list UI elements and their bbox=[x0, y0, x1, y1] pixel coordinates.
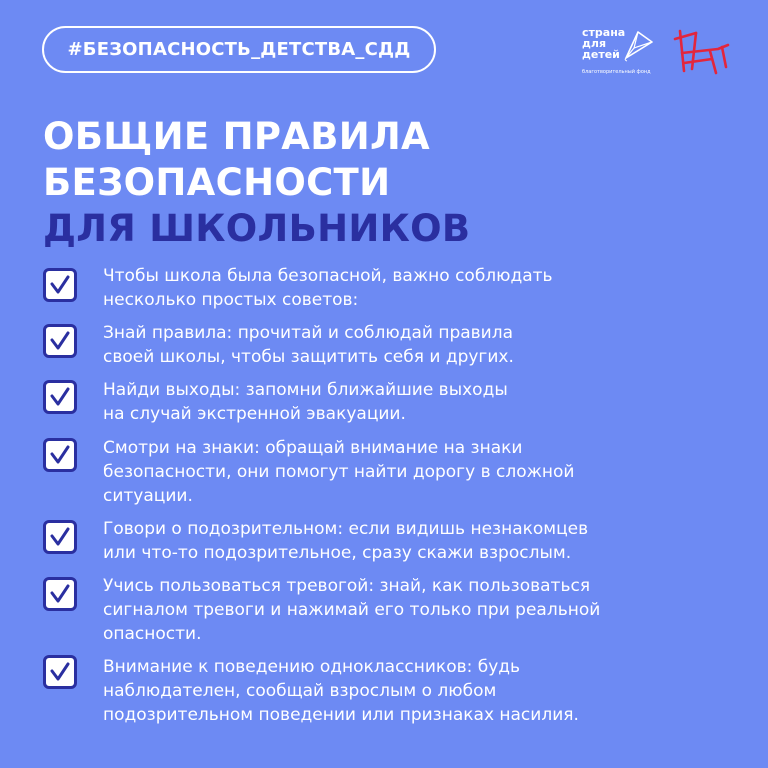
logo-subtitle: благотворительный фонд bbox=[582, 69, 651, 75]
item-line: своей школы, чтобы защитить себя и других. bbox=[103, 347, 514, 367]
item-line: опасности. bbox=[103, 624, 202, 644]
list-item-text bbox=[103, 378, 703, 426]
logo-line-3: детей bbox=[582, 48, 620, 61]
checkbox-check-icon bbox=[43, 577, 77, 611]
title-line-3: ДЛЯ ШКОЛЬНИКОВ bbox=[43, 207, 471, 250]
list-item-text bbox=[103, 264, 703, 312]
hashtag-badge: #БЕЗОПАСНОСТЬ_ДЕТСТВА_СДД bbox=[42, 26, 436, 73]
item-line: Чтобы школа была безопасной, важно соблюдать bbox=[103, 266, 553, 286]
list-item-text bbox=[103, 655, 703, 727]
checkbox-check-icon bbox=[43, 324, 77, 358]
checkbox-check-icon bbox=[43, 520, 77, 554]
list-item-text bbox=[103, 436, 703, 508]
item-line: безопасности, они помогут найти дорогу в сложной bbox=[103, 462, 575, 482]
title-line-1: ОБЩИЕ ПРАВИЛА bbox=[43, 115, 430, 158]
logo-line-2: для bbox=[582, 37, 607, 50]
item-line: на случай экстренной эвакуации. bbox=[103, 404, 406, 424]
checkbox-check-icon bbox=[43, 268, 77, 302]
fund-logo-text bbox=[582, 27, 625, 60]
chair-icon bbox=[672, 27, 732, 77]
item-line: Знай правила: прочитай и соблюдай правила bbox=[103, 323, 514, 343]
item-line: Учись пользоваться тревогой: знай, как пользоваться bbox=[103, 576, 591, 596]
item-line: ситуации. bbox=[103, 486, 193, 506]
checkbox-check-icon bbox=[43, 655, 77, 689]
item-line: подозрительном поведении или признаках насилия. bbox=[103, 705, 579, 725]
list-item-text bbox=[103, 321, 703, 369]
item-line: Внимание к поведению одноклассников: будь bbox=[103, 657, 521, 677]
item-line: сигналом тревоги и нажимай его только при реальной bbox=[103, 600, 601, 620]
list-item-text bbox=[103, 517, 703, 565]
item-line: Смотри на знаки: обращай внимание на знаки bbox=[103, 438, 523, 458]
item-line: Найди выходы: запомни ближайшие выходы bbox=[103, 380, 508, 400]
item-line: Говори о подозрительном: если видишь незнакомцев bbox=[103, 519, 589, 539]
page-title bbox=[43, 114, 470, 252]
checkbox-check-icon bbox=[43, 438, 77, 472]
item-line: наблюдателен, сообщай взрослым о любом bbox=[103, 681, 497, 701]
logo-line-1: страна bbox=[582, 26, 626, 39]
item-line: несколько простых советов: bbox=[103, 290, 359, 310]
item-line: или что-то подозрительное, сразу скажи взрослым. bbox=[103, 543, 572, 563]
kite-icon bbox=[622, 28, 656, 62]
list-item-text bbox=[103, 574, 703, 646]
title-line-2: БЕЗОПАСНОСТИ bbox=[43, 161, 391, 204]
checkbox-check-icon bbox=[43, 380, 77, 414]
